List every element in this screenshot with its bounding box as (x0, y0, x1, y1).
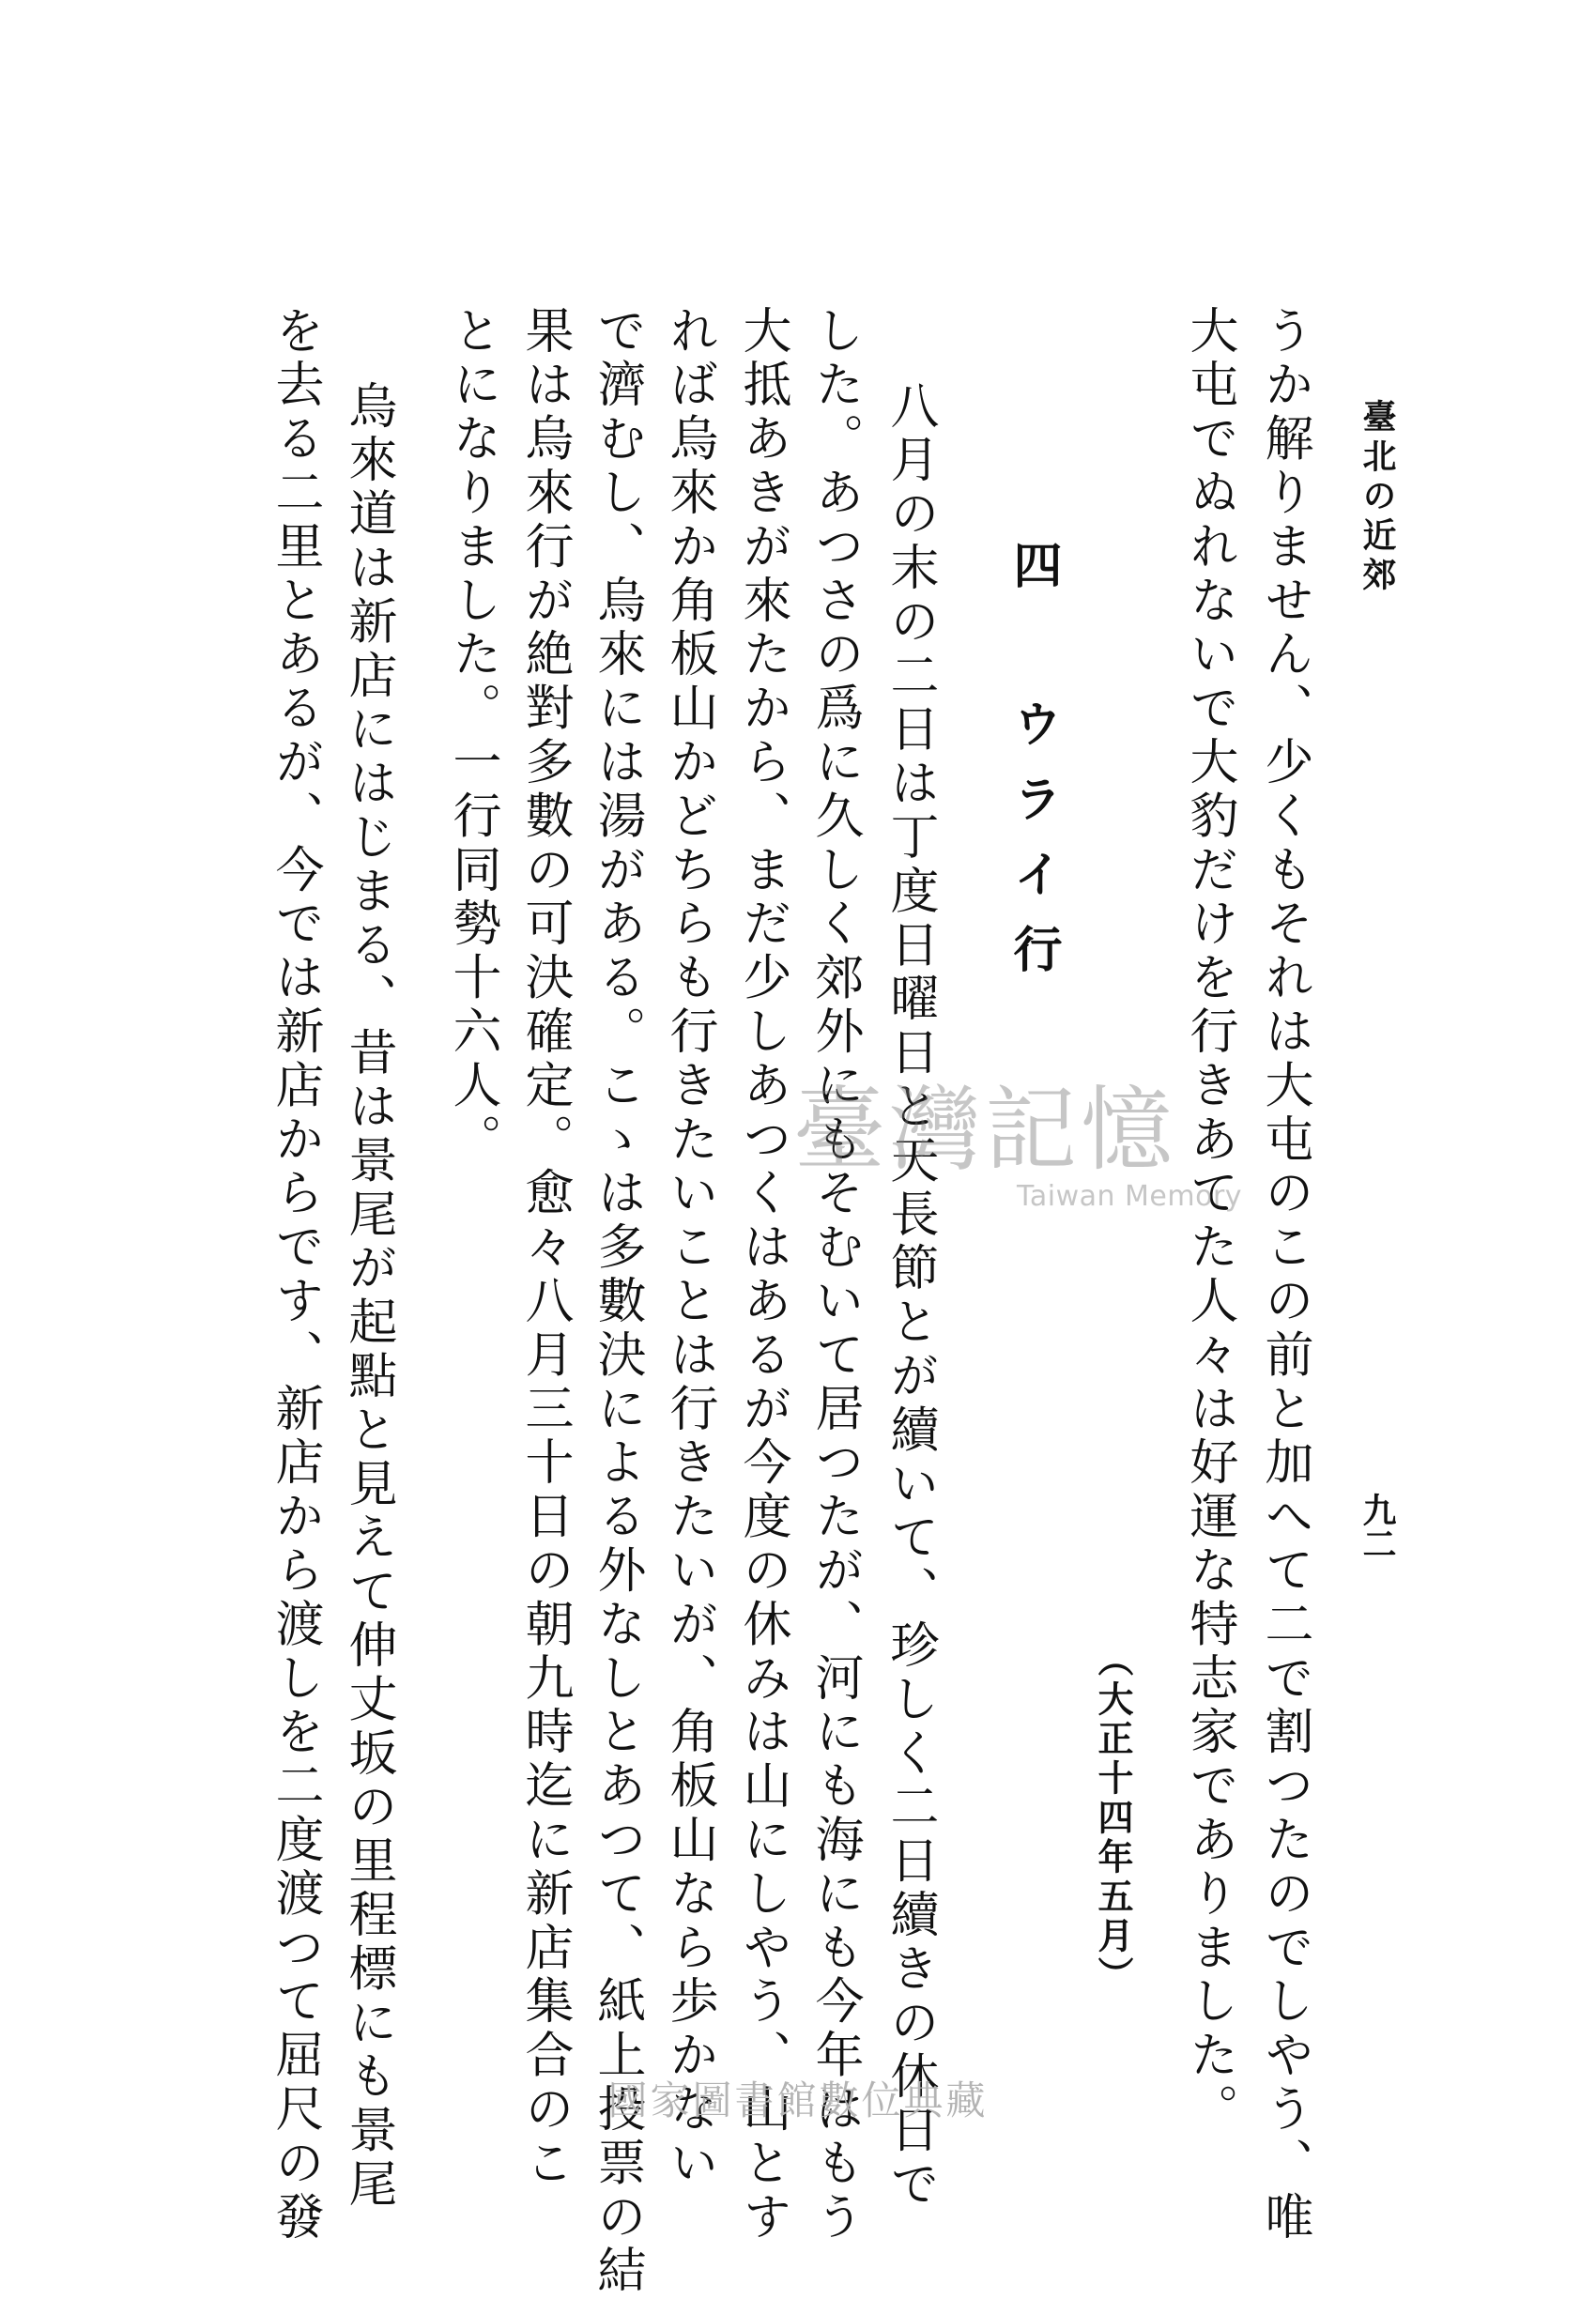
text-column-11: を去る二里とあるが、今では新店からです、新店から渡しを二度渡つて屈尺の發 (267, 305, 323, 2245)
text-column-5: 大抵あきが來たから、まだ少しあつくはあるが今度の休みは山にしやう、山とす (734, 305, 790, 2245)
text-column-7: で濟むし、烏來には湯がある。こゝは多數決による外なしとあつて、紙上投票の結 (589, 305, 645, 2299)
running-head: 臺北の近郊 (1358, 399, 1397, 596)
text-column-6: れば烏來か角板山かどちらも行きたいことは行きたいが、角板山なら歩かない (661, 305, 717, 2191)
page-number: 九二 (1358, 1493, 1397, 1560)
footer-credit: 國家圖書館數位典藏 (607, 2077, 989, 2123)
text-column-1: うか解りません、少くもそれは大屯のこの前と加へて二で割つたのでしやう、唯 (1256, 305, 1312, 2245)
text-column-10: 烏來道は新店にはじまる、昔は景尾が起點と見えて伸丈坂の里程標にも景尾 (340, 380, 396, 2213)
date-note: （大正十四年五月） (1092, 1641, 1134, 1996)
text-column-8: 果は烏來行が絶對多數の可決確定。愈々八月三十日の朝九時迄に新店集合のこ (516, 305, 573, 2191)
watermark-title: 臺灣記憶 (793, 1077, 1177, 1184)
watermark-subtitle: Taiwan Memory (1017, 1180, 1243, 1213)
text-column-2: 大屯でぬれないで大豹だけを行きあてた人々は好運な特志家でありました。 (1181, 305, 1237, 2138)
text-column-4: した。あつさの爲に久しく郊外にもそむいて居つたが、河にも海にも今年はもう (806, 305, 863, 2245)
text-column-9: とになりました。一行同勢十六人。 (444, 305, 500, 1168)
section-title: 四 ウライ行 (1005, 540, 1062, 999)
text-column-3: 八月の末の二日は丁度日曜日と天長節とが續いて、珍しく二日續きの休日で (882, 380, 938, 2213)
